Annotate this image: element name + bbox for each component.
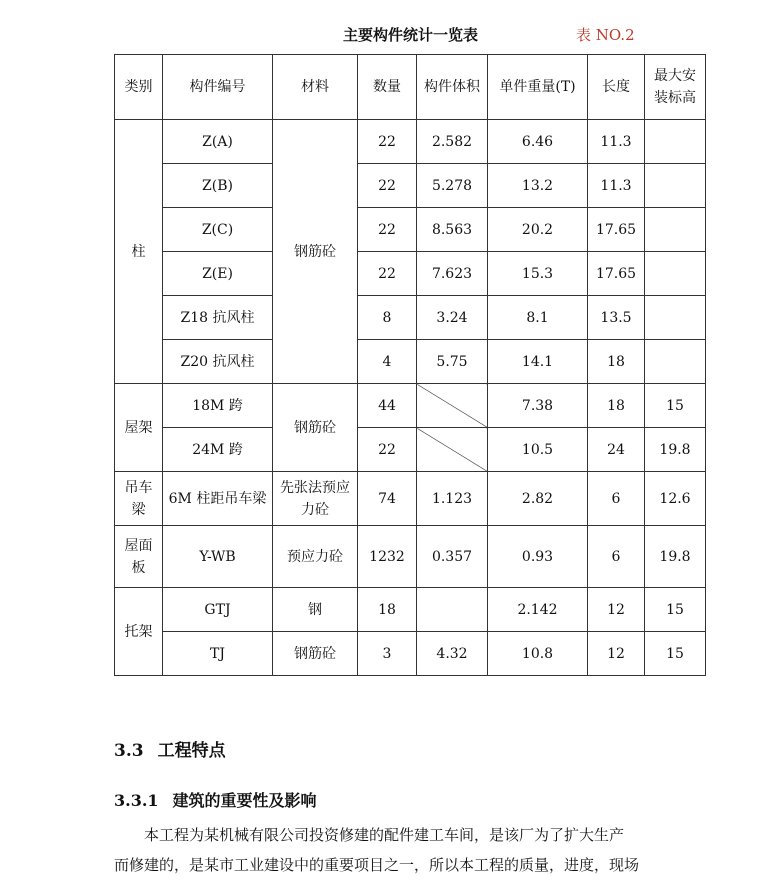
section-number: 3.3.1 <box>114 791 159 810</box>
header-code: 构件编号 <box>163 55 273 120</box>
table-row <box>115 428 706 472</box>
table-row <box>115 120 706 164</box>
weight-cell: 15.3 <box>488 252 588 296</box>
body-paragraph <box>114 820 674 880</box>
table-row <box>115 208 706 252</box>
volume-cell: 7.623 <box>417 252 488 296</box>
category-line1: 屋面 <box>124 537 153 554</box>
code-cell: 18M 跨 <box>163 384 273 428</box>
quantity-cell: 22 <box>358 120 417 164</box>
code-cell: 6M 柱距吊车梁 <box>163 472 273 526</box>
code-cell: Z18 抗风柱 <box>163 296 273 340</box>
weight-cell: 2.142 <box>488 588 588 632</box>
table-row <box>115 296 706 340</box>
height-cell <box>645 164 706 208</box>
height-cell: 15 <box>645 588 706 632</box>
weight-cell: 6.46 <box>488 120 588 164</box>
height-cell: 15 <box>645 632 706 676</box>
weight-cell: 7.38 <box>488 384 588 428</box>
table-row <box>115 164 706 208</box>
volume-cell <box>417 588 488 632</box>
code-cell: Z(E) <box>163 252 273 296</box>
height-cell: 15 <box>645 384 706 428</box>
header-max-height-line1: 最大安 <box>654 68 696 84</box>
length-cell: 18 <box>588 384 645 428</box>
material-cell: 钢筋砼 <box>273 384 358 472</box>
length-cell: 12 <box>588 632 645 676</box>
length-cell: 24 <box>588 428 645 472</box>
table-number: 表 NO.2 <box>576 26 635 44</box>
quantity-cell: 22 <box>358 252 417 296</box>
header-quantity: 数量 <box>358 55 417 120</box>
quantity-cell: 74 <box>358 472 417 526</box>
category-line1: 吊车 <box>124 479 153 496</box>
quantity-cell: 22 <box>358 164 417 208</box>
weight-cell: 20.2 <box>488 208 588 252</box>
height-cell <box>645 252 706 296</box>
code-cell: Z(A) <box>163 120 273 164</box>
quantity-cell: 44 <box>358 384 417 428</box>
code-cell: Z20 抗风柱 <box>163 340 273 384</box>
quantity-cell: 1232 <box>358 526 417 588</box>
table-title-bar <box>0 22 779 48</box>
material-cell: 钢筋砼 <box>273 632 358 676</box>
volume-cell: 4.32 <box>417 632 488 676</box>
header-material: 材料 <box>273 55 358 120</box>
length-cell: 17.65 <box>588 208 645 252</box>
paragraph-line: 本工程为某机械有限公司投资修建的配件建工车间，是该厂为了扩大生产 <box>144 826 625 844</box>
table-title: 主要构件统计一览表 <box>343 26 479 44</box>
paragraph-line: 而修建的，是某市工业建设中的重要项目之一，所以本工程的质量，进度，现场 <box>114 856 640 874</box>
height-cell: 12.6 <box>645 472 706 526</box>
height-cell <box>645 296 706 340</box>
table-row <box>115 340 706 384</box>
quantity-cell: 18 <box>358 588 417 632</box>
height-cell: 19.8 <box>645 428 706 472</box>
volume-cell: 5.278 <box>417 164 488 208</box>
quantity-cell: 22 <box>358 428 417 472</box>
height-cell <box>645 340 706 384</box>
length-cell: 6 <box>588 472 645 526</box>
quantity-cell: 4 <box>358 340 417 384</box>
code-cell: 24M 跨 <box>163 428 273 472</box>
section-title: 建筑的重要性及影响 <box>172 791 317 810</box>
weight-cell: 14.1 <box>488 340 588 384</box>
header-length: 长度 <box>588 55 645 120</box>
category-cell: 托架 <box>115 588 163 676</box>
length-cell: 11.3 <box>588 164 645 208</box>
material-cell <box>273 472 358 526</box>
category-line2: 梁 <box>131 501 146 518</box>
length-cell: 13.5 <box>588 296 645 340</box>
length-cell: 11.3 <box>588 120 645 164</box>
quantity-cell: 8 <box>358 296 417 340</box>
height-cell <box>645 208 706 252</box>
header-max-height <box>645 55 706 120</box>
volume-cell: 1.123 <box>417 472 488 526</box>
weight-cell: 13.2 <box>488 164 588 208</box>
material-line2: 力砼 <box>301 501 329 518</box>
table-row <box>115 384 706 428</box>
weight-cell: 0.93 <box>488 526 588 588</box>
table-row <box>115 632 706 676</box>
code-cell: Y-WB <box>163 526 273 588</box>
table-header-row <box>115 55 706 120</box>
code-cell: GTJ <box>163 588 273 632</box>
height-cell <box>645 120 706 164</box>
volume-cell-empty <box>417 428 488 472</box>
header-category: 类别 <box>115 55 163 120</box>
header-volume: 构件体积 <box>417 55 488 120</box>
table-row <box>115 252 706 296</box>
category-cell: 屋架 <box>115 384 163 472</box>
volume-cell: 5.75 <box>417 340 488 384</box>
component-statistics-table <box>114 54 706 676</box>
category-cell: 柱 <box>115 120 163 384</box>
header-weight: 单件重量(T) <box>488 55 588 120</box>
category-cell <box>115 472 163 526</box>
length-cell: 17.65 <box>588 252 645 296</box>
material-cell: 预应力砼 <box>273 526 358 588</box>
section-heading-3-3-1 <box>114 788 317 811</box>
code-cell: Z(B) <box>163 164 273 208</box>
volume-cell: 8.563 <box>417 208 488 252</box>
table-row <box>115 472 706 526</box>
quantity-cell: 3 <box>358 632 417 676</box>
table-row <box>115 588 706 632</box>
volume-cell: 2.582 <box>417 120 488 164</box>
section-title: 工程特点 <box>157 741 226 761</box>
code-cell: TJ <box>163 632 273 676</box>
height-cell: 19.8 <box>645 526 706 588</box>
category-line2: 板 <box>131 559 146 576</box>
material-cell: 钢 <box>273 588 358 632</box>
weight-cell: 8.1 <box>488 296 588 340</box>
section-heading-3-3 <box>114 736 226 761</box>
weight-cell: 2.82 <box>488 472 588 526</box>
quantity-cell: 22 <box>358 208 417 252</box>
code-cell: Z(C) <box>163 208 273 252</box>
weight-cell: 10.8 <box>488 632 588 676</box>
material-cell: 钢筋砼 <box>273 120 358 384</box>
length-cell: 18 <box>588 340 645 384</box>
section-number: 3.3 <box>114 741 144 761</box>
header-max-height-line2: 装标高 <box>654 90 696 106</box>
weight-cell: 10.5 <box>488 428 588 472</box>
volume-cell-empty <box>417 384 488 428</box>
volume-cell: 0.357 <box>417 526 488 588</box>
category-cell <box>115 526 163 588</box>
material-line1: 先张法预应 <box>280 479 350 496</box>
length-cell: 6 <box>588 526 645 588</box>
length-cell: 12 <box>588 588 645 632</box>
volume-cell: 3.24 <box>417 296 488 340</box>
table-row <box>115 526 706 588</box>
